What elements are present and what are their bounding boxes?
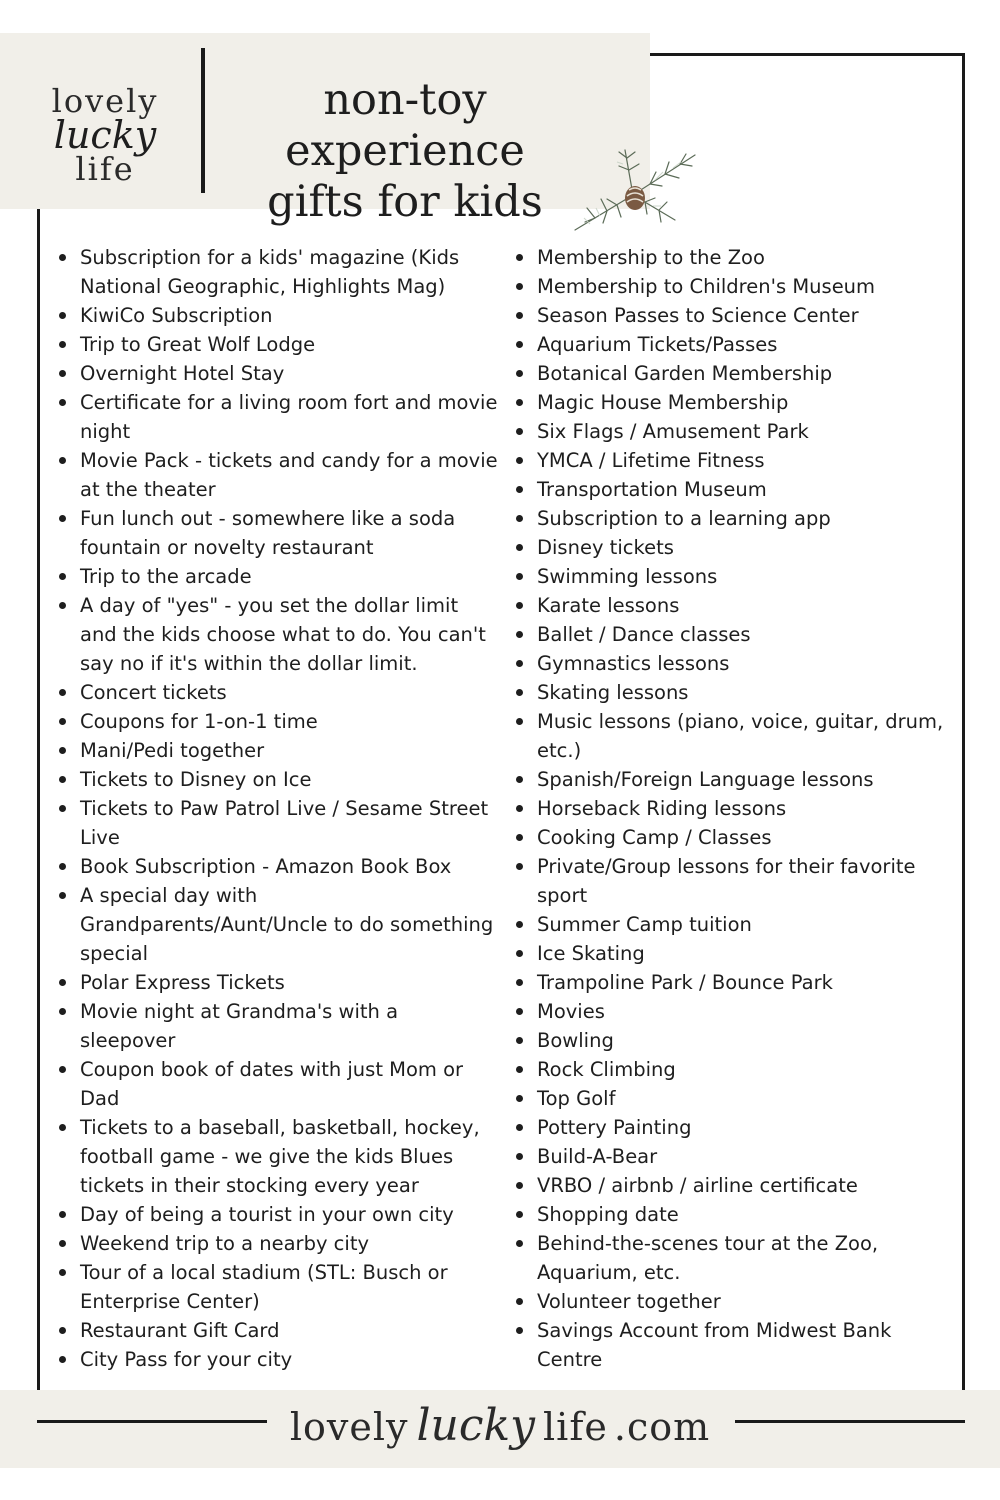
list-item-text: Restaurant Gift Card bbox=[80, 1319, 280, 1342]
list-item bbox=[515, 591, 955, 620]
list-item bbox=[515, 417, 955, 446]
list-item bbox=[515, 388, 955, 417]
list-item bbox=[58, 852, 498, 881]
list-item-text: Movies bbox=[537, 1000, 605, 1023]
list-item-text: Movie night at Grandma's with a sleepover bbox=[80, 1000, 399, 1052]
list-item-text: Behind-the-scenes tour at the Zoo, Aquarium, etc. bbox=[537, 1232, 879, 1284]
bullet-icon bbox=[516, 631, 523, 638]
list-item-text: Magic House Membership bbox=[537, 391, 789, 414]
list-item bbox=[58, 330, 498, 359]
list-item bbox=[515, 1229, 955, 1287]
footer-word-lucky: lucky bbox=[416, 1400, 536, 1451]
list-item-text: Membership to the Zoo bbox=[537, 246, 765, 269]
bullet-icon bbox=[59, 312, 66, 319]
bullet-icon bbox=[516, 1095, 523, 1102]
bullet-icon bbox=[516, 1298, 523, 1305]
bullet-icon bbox=[59, 1356, 66, 1363]
list-item bbox=[515, 1287, 955, 1316]
list-item bbox=[515, 910, 955, 939]
bullet-icon bbox=[59, 515, 66, 522]
bullet-icon bbox=[516, 863, 523, 870]
list-item bbox=[515, 1142, 955, 1171]
list-item-text: Spanish/Foreign Language lessons bbox=[537, 768, 874, 791]
bullet-icon bbox=[516, 776, 523, 783]
bullet-icon bbox=[59, 1240, 66, 1247]
list-item bbox=[515, 1084, 955, 1113]
list-item bbox=[515, 1316, 955, 1374]
list-item-text: Concert tickets bbox=[80, 681, 227, 704]
bullet-icon bbox=[59, 863, 66, 870]
list-item bbox=[515, 446, 955, 475]
gift-list-right bbox=[515, 243, 955, 1374]
list-item bbox=[515, 620, 955, 649]
list-item-text: Polar Express Tickets bbox=[80, 971, 285, 994]
bullet-icon bbox=[59, 457, 66, 464]
list-item-text: Certificate for a living room fort and movie night bbox=[80, 391, 498, 443]
list-item-text: Trip to Great Wolf Lodge bbox=[80, 333, 316, 356]
list-item bbox=[58, 388, 498, 446]
list-item-text: Overnight Hotel Stay bbox=[80, 362, 285, 385]
bullet-icon bbox=[516, 1182, 523, 1189]
list-item bbox=[515, 1026, 955, 1055]
bullet-icon bbox=[59, 776, 66, 783]
bullet-icon bbox=[59, 1269, 66, 1276]
list-item bbox=[515, 1171, 955, 1200]
list-item bbox=[515, 649, 955, 678]
list-item-text: VRBO / airbnb / airline certificate bbox=[537, 1174, 858, 1197]
bullet-icon bbox=[516, 544, 523, 551]
list-item-text: Shopping date bbox=[537, 1203, 679, 1226]
list-item-text: Volunteer together bbox=[537, 1290, 721, 1313]
list-item-text: Six Flags / Amusement Park bbox=[537, 420, 809, 443]
bullet-icon bbox=[516, 283, 523, 290]
bullet-icon bbox=[59, 370, 66, 377]
list-item-text: Karate lessons bbox=[537, 594, 680, 617]
list-item-text: Cooking Camp / Classes bbox=[537, 826, 772, 849]
bullet-icon bbox=[516, 834, 523, 841]
brand-logo bbox=[40, 83, 170, 187]
list-item bbox=[58, 1113, 498, 1200]
list-item bbox=[58, 1345, 498, 1374]
list-item bbox=[58, 968, 498, 997]
bullet-icon bbox=[516, 921, 523, 928]
list-item bbox=[515, 1055, 955, 1084]
bullet-icon bbox=[516, 1240, 523, 1247]
bullet-icon bbox=[516, 457, 523, 464]
list-item-text: Bowling bbox=[537, 1029, 614, 1052]
list-item-text: Horseback Riding lessons bbox=[537, 797, 787, 820]
footer-website bbox=[0, 1398, 1000, 1455]
list-item bbox=[58, 736, 498, 765]
bullet-icon bbox=[59, 1211, 66, 1218]
list-item-text: Rock Climbing bbox=[537, 1058, 676, 1081]
list-item-text: Ice Skating bbox=[537, 942, 645, 965]
list-item bbox=[515, 330, 955, 359]
list-item bbox=[515, 852, 955, 910]
logo-word-life: life bbox=[75, 150, 135, 188]
bullet-icon bbox=[516, 515, 523, 522]
list-item bbox=[515, 1113, 955, 1142]
bullet-icon bbox=[516, 805, 523, 812]
bullet-icon bbox=[59, 718, 66, 725]
bullet-icon bbox=[516, 1008, 523, 1015]
list-item bbox=[58, 359, 498, 388]
bullet-icon bbox=[516, 1327, 523, 1334]
list-item-text: Transportation Museum bbox=[537, 478, 767, 501]
gift-list-left bbox=[58, 243, 498, 1374]
list-item bbox=[515, 301, 955, 330]
header-panel bbox=[0, 33, 650, 227]
list-item-text: Membership to Children's Museum bbox=[537, 275, 876, 298]
list-item bbox=[58, 301, 498, 330]
list-item bbox=[515, 765, 955, 794]
title-line-1: non-toy bbox=[323, 75, 487, 125]
bullet-icon bbox=[516, 370, 523, 377]
pine-branch-icon bbox=[555, 140, 715, 240]
bullet-icon bbox=[516, 573, 523, 580]
bullet-icon bbox=[59, 689, 66, 696]
list-item bbox=[58, 1229, 498, 1258]
list-item bbox=[58, 678, 498, 707]
list-item-text: KiwiCo Subscription bbox=[80, 304, 273, 327]
bullet-icon bbox=[516, 428, 523, 435]
bullet-icon bbox=[59, 1124, 66, 1131]
list-item bbox=[58, 881, 498, 968]
list-item-text: Ballet / Dance classes bbox=[537, 623, 751, 646]
list-item bbox=[58, 504, 498, 562]
list-item bbox=[58, 997, 498, 1055]
list-item-text: Book Subscription - Amazon Book Box bbox=[80, 855, 452, 878]
list-item bbox=[515, 533, 955, 562]
list-item-text: Summer Camp tuition bbox=[537, 913, 752, 936]
logo-word-lucky: lucky bbox=[53, 113, 157, 157]
list-item-text: Aquarium Tickets/Passes bbox=[537, 333, 778, 356]
list-item-text: Tour of a local stadium (STL: Busch or Enterprise Center) bbox=[80, 1261, 448, 1313]
bullet-icon bbox=[516, 602, 523, 609]
list-item-text: Build-A-Bear bbox=[537, 1145, 658, 1168]
list-item bbox=[58, 562, 498, 591]
list-item bbox=[515, 678, 955, 707]
list-item-text: Pottery Painting bbox=[537, 1116, 692, 1139]
list-item-text: Top Golf bbox=[537, 1087, 616, 1110]
list-item-text: Weekend trip to a nearby city bbox=[80, 1232, 370, 1255]
list-item bbox=[515, 1200, 955, 1229]
page-title bbox=[230, 75, 580, 228]
list-item-text: Subscription for a kids' magazine (Kids National Geographic, Highlights Mag) bbox=[80, 246, 460, 298]
list-item-text: Private/Group lessons for their favorite sport bbox=[537, 855, 916, 907]
list-item bbox=[515, 243, 955, 272]
list-item-text: Tickets to a baseball, basketball, hockey, football game - we give the kids Blues tickets in their stocking every year bbox=[80, 1116, 480, 1197]
title-line-3: gifts for kids bbox=[267, 177, 543, 227]
list-item-text: Trampoline Park / Bounce Park bbox=[537, 971, 833, 994]
list-item-text: City Pass for your city bbox=[80, 1348, 293, 1371]
bullet-icon bbox=[59, 1066, 66, 1073]
bullet-icon bbox=[516, 718, 523, 725]
bullet-icon bbox=[59, 399, 66, 406]
list-item-text: Skating lessons bbox=[537, 681, 689, 704]
bullet-icon bbox=[516, 1037, 523, 1044]
bullet-icon bbox=[516, 254, 523, 261]
bullet-icon bbox=[516, 689, 523, 696]
list-item-text: Swimming lessons bbox=[537, 565, 718, 588]
bullet-icon bbox=[516, 660, 523, 667]
bullet-icon bbox=[516, 1124, 523, 1131]
list-item bbox=[515, 475, 955, 504]
bullet-icon bbox=[59, 805, 66, 812]
list-item bbox=[58, 794, 498, 852]
bullet-icon bbox=[516, 1211, 523, 1218]
list-item-text: Trip to the arcade bbox=[80, 565, 252, 588]
list-item-text: Mani/Pedi together bbox=[80, 739, 265, 762]
list-item-text: Season Passes to Science Center bbox=[537, 304, 859, 327]
list-item bbox=[58, 1200, 498, 1229]
bullet-icon bbox=[516, 312, 523, 319]
list-item bbox=[515, 968, 955, 997]
list-item-text: Botanical Garden Membership bbox=[537, 362, 833, 385]
bullet-icon bbox=[59, 573, 66, 580]
list-item-text: Subscription to a learning app bbox=[537, 507, 831, 530]
footer-word-life: life bbox=[543, 1405, 608, 1449]
list-item-text: YMCA / Lifetime Fitness bbox=[537, 449, 765, 472]
list-item-text: Savings Account from Midwest Bank Centre bbox=[537, 1319, 892, 1371]
list-item bbox=[58, 707, 498, 736]
list-item-text: Disney tickets bbox=[537, 536, 674, 559]
list-item-text: Tickets to Paw Patrol Live / Sesame Street Live bbox=[80, 797, 489, 849]
list-item bbox=[515, 823, 955, 852]
bullet-icon bbox=[516, 979, 523, 986]
bullet-icon bbox=[516, 486, 523, 493]
list-item-text: A special day with Grandparents/Aunt/Uncle to do something special bbox=[80, 884, 494, 965]
bullet-icon bbox=[59, 1008, 66, 1015]
list-item bbox=[58, 1316, 498, 1345]
list-item bbox=[58, 591, 498, 678]
list-item-text: Day of being a tourist in your own city bbox=[80, 1203, 454, 1226]
list-item-text: Music lessons (piano, voice, guitar, drum, etc.) bbox=[537, 710, 944, 762]
list-item bbox=[58, 446, 498, 504]
list-item-text: Coupon book of dates with just Mom or Dad bbox=[80, 1058, 464, 1110]
list-item bbox=[515, 504, 955, 533]
list-item-text: Gymnastics lessons bbox=[537, 652, 730, 675]
list-item bbox=[515, 359, 955, 388]
list-item bbox=[515, 939, 955, 968]
footer-word-com: .com bbox=[613, 1405, 711, 1449]
list-item-text: Coupons for 1-on-1 time bbox=[80, 710, 318, 733]
footer-word-lovely: lovely bbox=[289, 1405, 409, 1449]
logo-word-lovely: lovely bbox=[51, 82, 159, 120]
bullet-icon bbox=[59, 1327, 66, 1334]
bullet-icon bbox=[516, 950, 523, 957]
bullet-icon bbox=[516, 1153, 523, 1160]
bullet-icon bbox=[59, 602, 66, 609]
bullet-icon bbox=[516, 341, 523, 348]
list-item bbox=[515, 562, 955, 591]
list-item bbox=[515, 272, 955, 301]
bullet-icon bbox=[59, 892, 66, 899]
bullet-icon bbox=[59, 979, 66, 986]
list-item bbox=[58, 243, 498, 301]
title-line-2: experience bbox=[285, 126, 525, 176]
list-item bbox=[515, 707, 955, 765]
list-item bbox=[515, 794, 955, 823]
bullet-icon bbox=[516, 399, 523, 406]
header-divider bbox=[201, 48, 205, 193]
list-item bbox=[58, 1258, 498, 1316]
list-item bbox=[58, 1055, 498, 1113]
bullet-icon bbox=[59, 254, 66, 261]
bullet-icon bbox=[59, 747, 66, 754]
bullet-icon bbox=[59, 341, 66, 348]
list-item-text: Tickets to Disney on Ice bbox=[80, 768, 312, 791]
list-item bbox=[58, 765, 498, 794]
list-item-text: Movie Pack - tickets and candy for a movie at the theater bbox=[80, 449, 498, 501]
list-item-text: A day of "yes" - you set the dollar limit and the kids choose what to do. You can't say no if it's within the dollar limit. bbox=[80, 594, 486, 675]
list-item bbox=[515, 997, 955, 1026]
list-item-text: Fun lunch out - somewhere like a soda fountain or novelty restaurant bbox=[80, 507, 456, 559]
bullet-icon bbox=[516, 1066, 523, 1073]
